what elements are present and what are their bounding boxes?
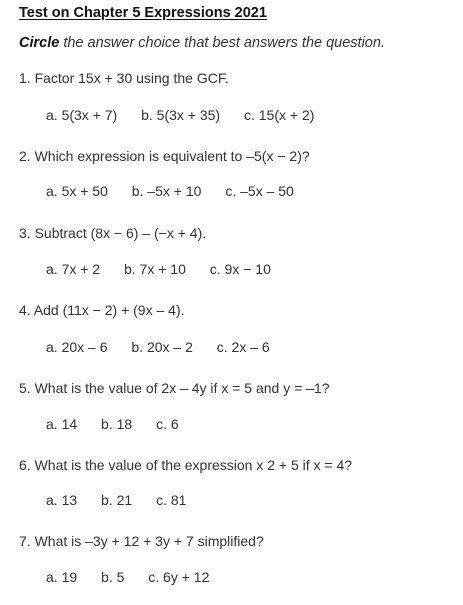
question-4-option-c[interactable]: c. 2x – 6: [216, 339, 270, 355]
question-7-option-c[interactable]: c. 6y + 12: [148, 569, 210, 585]
question-5-option-c[interactable]: c. 6: [156, 416, 179, 432]
question-3: 3. Subtract (8x − 6) – (−x + 4).: [19, 225, 207, 241]
test-title: Test on Chapter 5 Expressions 2021: [19, 5, 267, 21]
question-6: 6. What is the value of the expression x 2 + 5 if x = 4?: [19, 457, 353, 473]
question-4: 4. Add (11x − 2) + (9x – 4).: [19, 302, 185, 318]
question-2-option-b[interactable]: b. –5x + 10: [131, 183, 202, 199]
instructions-text: the answer choice that best answers the question.: [59, 35, 385, 51]
question-6-option-c[interactable]: c. 81: [156, 492, 187, 508]
question-4-options: [46, 339, 270, 355]
question-2-option-a[interactable]: a. 5x + 50: [46, 183, 108, 199]
question-1-option-b[interactable]: b. 5(3x + 35): [141, 107, 221, 123]
question-7-option-b[interactable]: b. 5: [101, 569, 125, 585]
question-2: 2. Which expression is equivalent to –5(x − 2)?: [19, 148, 310, 164]
question-3-option-c[interactable]: c. 9x − 10: [209, 261, 271, 277]
question-7-options: [46, 569, 209, 585]
question-2-option-c[interactable]: c. –5x – 50: [225, 183, 294, 199]
question-3-option-a[interactable]: a. 7x + 2: [46, 261, 101, 277]
question-1-options: [46, 107, 314, 123]
question-2-options: [46, 183, 294, 199]
question-6-option-b[interactable]: b. 21: [101, 492, 133, 508]
question-5: 5. What is the value of 2x – 4y if x = 5 and y = –1?: [19, 380, 330, 396]
question-5-option-b[interactable]: b. 18: [101, 416, 133, 432]
question-1-option-a[interactable]: a. 5(3x + 7): [46, 107, 118, 123]
question-3-option-b[interactable]: b. 7x + 10: [123, 261, 186, 277]
instructions-bold: Circle: [19, 35, 60, 51]
question-7-option-a[interactable]: a. 19: [46, 569, 78, 585]
question-1: 1. Factor 15x + 30 using the GCF.: [19, 70, 229, 86]
question-4-option-a[interactable]: a. 20x – 6: [46, 339, 108, 355]
question-4-option-b[interactable]: b. 20x – 2: [131, 339, 193, 355]
instructions: [19, 35, 385, 51]
question-5-options: [46, 416, 179, 432]
question-6-option-a[interactable]: a. 13: [46, 492, 78, 508]
question-1-option-c[interactable]: c. 15(x + 2): [243, 107, 315, 123]
question-6-options: [46, 492, 186, 508]
question-5-option-a[interactable]: a. 14: [46, 416, 78, 432]
question-3-options: [46, 261, 271, 277]
question-7: 7. What is –3y + 12 + 3y + 7 simplified?: [19, 533, 264, 549]
